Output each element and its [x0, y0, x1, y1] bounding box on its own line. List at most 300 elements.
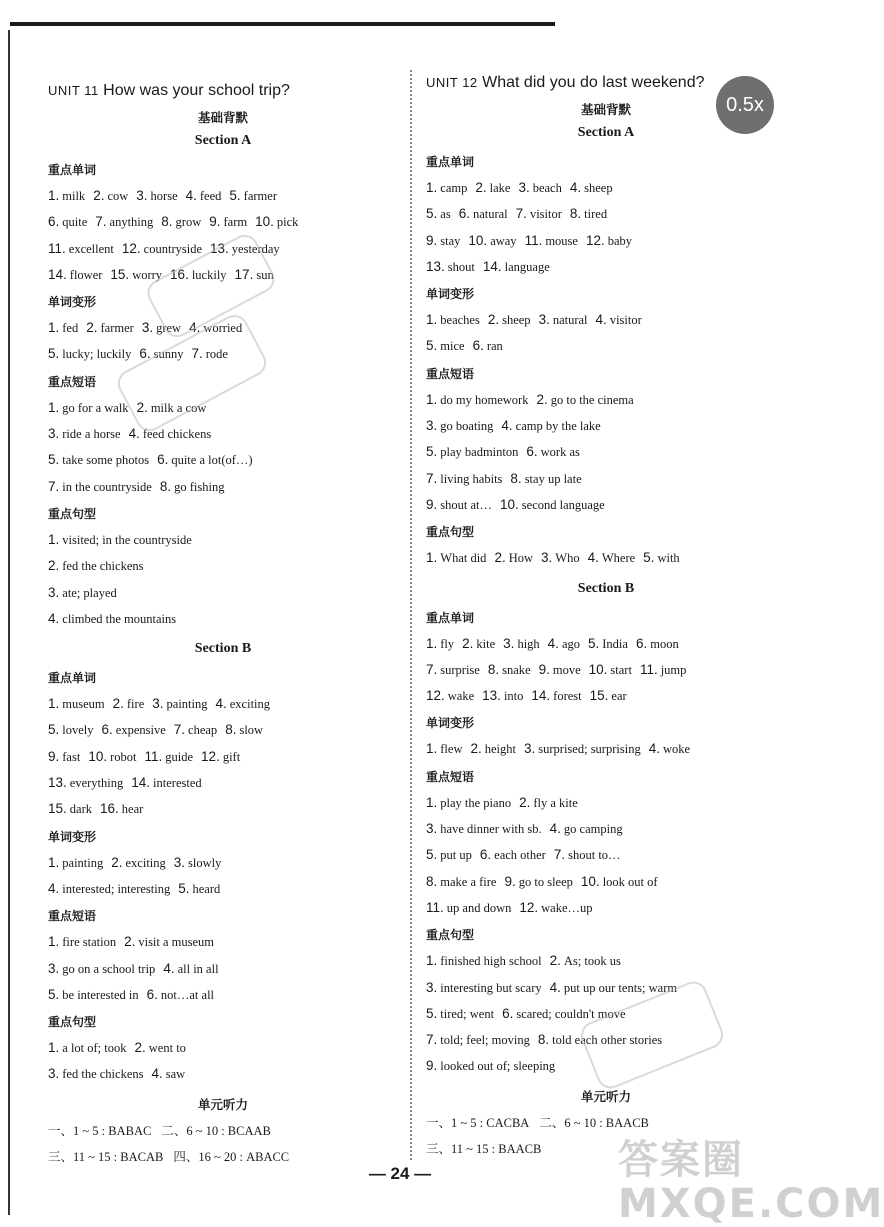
item-number: 13.: [210, 240, 229, 256]
category-label: 单词变形: [426, 287, 475, 302]
item-text: not…at all: [160, 987, 215, 1002]
item-number: 12.: [426, 688, 445, 704]
item-number: 15.: [48, 801, 67, 817]
item-text: as: [440, 207, 451, 222]
answer-line: [426, 442, 786, 468]
answer-item: [48, 559, 143, 573]
answer-item: [596, 313, 642, 327]
answer-line: [426, 978, 786, 1004]
item-number: 1.: [48, 696, 60, 712]
item-text: How: [508, 551, 534, 566]
answer-item: [426, 419, 493, 433]
answer-item: [48, 1041, 127, 1055]
answer-item: [488, 313, 531, 327]
item-text: feed: [199, 189, 222, 203]
item-number: 7.: [191, 346, 203, 362]
item-text: go to the cinema: [550, 392, 634, 407]
item-number: 13.: [426, 258, 445, 274]
listening-heading: 单元听力: [197, 1096, 248, 1112]
item-text: living habits: [440, 471, 503, 486]
answer-item: [48, 962, 155, 976]
section-title: Section B: [577, 580, 635, 596]
item-number: 5.: [588, 635, 600, 651]
item-text: moon: [650, 636, 679, 651]
answer-item: [426, 445, 518, 459]
listening-line: [426, 1113, 786, 1139]
item-number: 5.: [426, 338, 438, 354]
answer-item: [48, 268, 102, 282]
item-number: 4.: [547, 635, 559, 651]
basic-review-heading: 基础背默: [580, 102, 631, 117]
answer-line: [48, 583, 398, 609]
item-text: hear: [121, 802, 144, 817]
answer-line: [48, 720, 398, 746]
unit-heading: What did you do last weekend?: [482, 74, 705, 91]
item-text: countryside: [143, 241, 202, 256]
item-number: 1.: [48, 188, 60, 203]
answer-line: [48, 530, 398, 556]
item-text: As; took us: [563, 954, 621, 969]
answer-line: [48, 879, 398, 905]
item-text: height: [484, 742, 516, 757]
item-number: 10.: [255, 214, 274, 230]
item-number: 1.: [426, 550, 438, 566]
item-number: 2.: [470, 741, 482, 757]
answer-line: [48, 477, 398, 503]
answer-item: [426, 260, 475, 274]
item-text: flower: [69, 267, 103, 282]
item-number: 9.: [426, 496, 438, 512]
listening-line: [48, 1121, 398, 1147]
answer-item: [201, 750, 240, 764]
answer-line: [48, 799, 398, 825]
item-number: 7.: [48, 478, 60, 494]
item-text: anything: [109, 215, 154, 230]
item-text: camp: [440, 181, 468, 195]
answer-line: [48, 398, 398, 424]
answer-item: [147, 988, 214, 1002]
item-number: 4.: [648, 741, 660, 757]
item-number: 8.: [159, 478, 172, 494]
answer-item: [426, 689, 474, 703]
item-text: rode: [205, 347, 228, 362]
unit-11-title: [48, 82, 398, 100]
item-number: 9.: [48, 748, 60, 764]
answer-item: [157, 453, 253, 467]
item-text: ran: [486, 339, 503, 354]
item-text: wake: [447, 689, 475, 704]
item-number: 3.: [426, 418, 438, 434]
section-title: Section B: [194, 641, 252, 657]
item-number: 4.: [151, 1066, 163, 1082]
item-number: 7.: [426, 1032, 438, 1048]
item-number: 7.: [553, 847, 566, 863]
answer-line: [48, 609, 398, 635]
item-text: farmer: [243, 189, 277, 203]
item-number: 2.: [494, 550, 506, 566]
item-number: 8.: [487, 661, 500, 677]
answer-item: [488, 663, 531, 677]
answer-item: [426, 981, 542, 995]
item-number: 2.: [86, 320, 98, 336]
item-number: 5.: [178, 880, 190, 896]
item-text: fire: [126, 697, 145, 712]
top-rule: [10, 22, 555, 26]
item-number: 8.: [225, 722, 237, 738]
item-number: 4.: [595, 312, 607, 328]
answer-item: [255, 215, 298, 229]
item-number: 8.: [569, 206, 582, 222]
item-number: 2.: [536, 391, 548, 407]
item-text: interesting but scary: [440, 980, 542, 995]
item-number: 8.: [537, 1032, 550, 1048]
answer-line: [426, 495, 786, 521]
item-text: saw: [165, 1067, 186, 1082]
answer-line: [426, 686, 786, 712]
item-number: 5.: [426, 444, 438, 460]
answer-item: [525, 234, 578, 248]
item-text: go fishing: [174, 479, 225, 494]
answer-item: [468, 234, 516, 248]
answer-item: [536, 393, 633, 407]
answer-item: [131, 776, 201, 790]
item-text: flew: [440, 742, 463, 757]
answer-item: [48, 1067, 143, 1081]
answer-item: [48, 612, 176, 626]
item-text: dark: [69, 802, 92, 817]
answer-item: [426, 637, 454, 651]
answer-item: [459, 207, 508, 221]
answer-item: [129, 427, 212, 441]
item-number: 9.: [209, 214, 221, 230]
item-number: 4.: [48, 880, 60, 896]
item-number: 14.: [531, 688, 551, 704]
item-text: horse: [150, 189, 178, 203]
answer-line: [48, 959, 398, 985]
item-text: worry: [132, 267, 163, 282]
item-number: 8.: [426, 873, 438, 889]
answer-item: [48, 189, 85, 203]
item-text: surprise: [440, 662, 480, 677]
item-text: fed the chickens: [62, 559, 144, 574]
answer-item: [510, 472, 581, 486]
category-label: 重点句型: [48, 1015, 97, 1030]
item-number: 11.: [524, 232, 543, 248]
answer-item: [426, 1033, 530, 1047]
item-number: 6.: [101, 722, 113, 738]
item-text: up and down: [446, 900, 512, 915]
item-number: 3.: [524, 741, 536, 757]
item-text: cheap: [188, 723, 218, 738]
answer-line: [48, 186, 398, 212]
item-text: Who: [555, 551, 580, 566]
answer-item: [111, 856, 166, 870]
answer-item: [100, 802, 143, 816]
listening-answer: 四、16 ~ 20 : ABACC: [173, 1149, 290, 1164]
item-number: 2.: [93, 188, 105, 203]
item-number: 2.: [48, 558, 60, 574]
item-text: lovely: [62, 723, 94, 738]
answer-item: [516, 207, 562, 221]
category-label: 单词变形: [48, 295, 97, 310]
answer-item: [426, 498, 492, 512]
item-text: heard: [192, 881, 221, 896]
answer-item: [102, 723, 166, 737]
item-number: 13.: [48, 775, 67, 791]
answer-item: [160, 480, 225, 494]
item-text: away: [490, 233, 517, 248]
item-number: 6.: [139, 346, 151, 362]
item-text: fed the chickens: [62, 1067, 144, 1082]
item-text: sun: [256, 267, 274, 282]
item-number: 1.: [426, 180, 438, 195]
item-text: play the piano: [440, 795, 512, 810]
item-text: grew: [156, 321, 182, 336]
category-label: 重点短语: [426, 769, 475, 784]
answer-item: [483, 260, 550, 274]
answer-line: [426, 178, 786, 204]
answer-item: [470, 742, 516, 756]
item-number: 11.: [48, 240, 66, 256]
item-text: finished high school: [440, 954, 542, 969]
answer-item: [426, 1007, 494, 1021]
item-number: 5.: [426, 1005, 438, 1021]
answer-item: [48, 321, 78, 335]
answer-item: [570, 207, 607, 221]
item-number: 1.: [48, 399, 60, 415]
item-text: fast: [62, 749, 81, 764]
item-number: 2.: [136, 399, 148, 415]
answer-item: [48, 453, 149, 467]
item-number: 9.: [538, 661, 550, 677]
item-text: be interested in: [62, 987, 139, 1002]
item-text: into: [503, 689, 524, 704]
item-number: 3.: [48, 584, 60, 600]
item-text: camp by the lake: [515, 419, 601, 434]
answer-line: [426, 257, 786, 283]
answer-item: [426, 339, 465, 353]
item-number: 3.: [48, 1066, 60, 1082]
item-text: India: [602, 636, 628, 651]
item-number: 6.: [458, 206, 470, 222]
answer-line: [426, 845, 786, 871]
item-text: play badminton: [440, 445, 519, 460]
item-number: 4.: [501, 418, 513, 434]
answer-item: [48, 427, 121, 441]
item-number: 5.: [48, 346, 60, 362]
answer-item: [209, 215, 247, 229]
item-number: 2.: [487, 312, 500, 328]
listening-answer: 二、6 ~ 10 : BCAAB: [161, 1123, 271, 1138]
category-label: 重点短语: [48, 909, 97, 924]
answer-item: [426, 848, 472, 862]
item-text: baby: [607, 233, 633, 248]
item-text: fed: [62, 321, 79, 336]
item-number: 2.: [124, 934, 136, 950]
item-number: 6.: [146, 986, 158, 1002]
answer-item: [475, 181, 510, 195]
answer-item: [570, 181, 613, 195]
answer-item: [426, 181, 467, 195]
item-number: 3.: [538, 312, 550, 328]
item-number: 9.: [504, 873, 516, 889]
item-number: 4.: [189, 320, 201, 336]
answer-line: [48, 556, 398, 582]
item-text: lake: [489, 181, 511, 195]
item-text: shout: [447, 259, 475, 274]
item-number: 6.: [526, 444, 538, 460]
item-number: 7.: [426, 661, 438, 677]
item-number: 9.: [426, 1058, 438, 1074]
item-text: visitor: [529, 207, 562, 222]
item-number: 7.: [95, 214, 107, 230]
listening-answer: 一、1 ~ 5 : CACBA: [426, 1115, 530, 1130]
item-number: 12.: [201, 748, 220, 764]
item-text: everything: [69, 776, 124, 791]
answer-item: [640, 663, 686, 677]
item-text: wake…up: [541, 900, 593, 915]
answer-item: [554, 848, 621, 862]
item-number: 6.: [502, 1005, 514, 1021]
item-text: in the countryside: [62, 479, 152, 494]
answer-item: [426, 901, 511, 915]
item-text: look out of: [602, 874, 658, 889]
item-number: 2.: [111, 854, 123, 870]
item-text: go for a walk: [62, 400, 129, 415]
item-text: milk a cow: [150, 400, 207, 415]
item-number: 6.: [48, 214, 60, 230]
item-text: went to: [148, 1041, 186, 1056]
item-number: 6.: [635, 635, 648, 651]
item-text: farmer: [100, 321, 134, 336]
item-text: go on a school trip: [62, 961, 156, 976]
answer-item: [48, 242, 114, 256]
item-text: robot: [110, 749, 137, 764]
answer-item: [48, 347, 131, 361]
answer-item: [541, 551, 580, 565]
answer-item: [531, 689, 581, 703]
answer-item: [501, 419, 600, 433]
answer-item: [215, 697, 270, 711]
answer-item: [48, 215, 87, 229]
item-number: 5.: [643, 550, 655, 566]
item-number: 5.: [426, 206, 438, 222]
item-text: shout to…: [568, 848, 621, 863]
item-number: 1.: [48, 1040, 60, 1056]
answer-item: [473, 339, 503, 353]
answer-item: [426, 234, 460, 248]
answer-item: [524, 742, 641, 756]
answer-line: [426, 390, 786, 416]
answer-item: [550, 822, 623, 836]
item-number: 4.: [163, 960, 175, 976]
item-number: 5.: [426, 847, 438, 863]
answer-item: [161, 215, 201, 229]
item-number: 1.: [426, 635, 438, 651]
answer-item: [504, 875, 572, 889]
item-text: kite: [476, 636, 496, 651]
item-text: woke: [662, 742, 691, 757]
item-number: 12.: [585, 232, 605, 248]
item-number: 12.: [519, 899, 539, 915]
item-text: all in all: [177, 961, 219, 976]
item-number: 4.: [185, 188, 197, 203]
item-text: quite: [62, 215, 88, 230]
item-text: painting: [166, 697, 208, 712]
item-number: 3.: [48, 426, 60, 442]
listening-answer: 三、11 ~ 15 : BACAB: [48, 1149, 164, 1164]
answer-line: [426, 469, 786, 495]
unit-heading: How was your school trip?: [103, 82, 290, 99]
section-title: Section A: [577, 125, 635, 140]
answer-line: [48, 212, 398, 238]
item-text: exciting: [229, 697, 271, 712]
item-number: 16.: [100, 801, 119, 817]
item-text: with: [657, 551, 680, 566]
item-number: 3.: [518, 180, 530, 195]
answer-item: [426, 875, 496, 889]
answer-item: [548, 637, 580, 651]
answer-line: [48, 424, 398, 450]
answer-item: [48, 480, 152, 494]
item-number: 3.: [173, 854, 186, 870]
answer-line: [426, 819, 786, 845]
answer-item: [643, 551, 680, 565]
answer-line: [426, 739, 786, 765]
item-number: 3.: [541, 550, 553, 566]
item-text: slowly: [188, 855, 222, 870]
item-number: 3.: [503, 635, 515, 651]
category-label: 单词变形: [426, 716, 475, 731]
item-number: 2.: [519, 794, 531, 810]
item-number: 2.: [134, 1040, 146, 1056]
item-number: 15.: [589, 688, 609, 704]
playback-speed-button[interactable]: 0.5x: [716, 76, 774, 134]
item-number: 14.: [48, 266, 67, 282]
item-number: 7.: [173, 722, 186, 738]
item-number: 10.: [468, 232, 488, 248]
answer-item: [86, 321, 134, 335]
item-number: 17.: [234, 266, 254, 282]
answer-line: [48, 1064, 398, 1090]
item-text: quite a lot(of…): [171, 453, 253, 468]
answer-line: [48, 773, 398, 799]
item-text: tired: [584, 207, 608, 222]
answer-item: [48, 882, 170, 896]
item-text: fire station: [62, 935, 117, 950]
item-number: 10.: [580, 873, 600, 889]
item-text: make a fire: [440, 874, 497, 889]
item-text: do my homework: [440, 392, 529, 407]
item-text: stay up late: [524, 471, 582, 486]
item-text: take some photos: [62, 453, 150, 468]
item-text: museum: [62, 697, 105, 712]
item-text: Where: [601, 551, 636, 566]
item-number: 4.: [48, 610, 60, 626]
answer-line: [426, 872, 786, 898]
item-number: 2.: [112, 696, 124, 712]
answer-item: [636, 637, 679, 651]
item-number: 14.: [131, 775, 151, 791]
item-number: 11.: [639, 661, 658, 677]
item-text: forest: [553, 689, 582, 704]
item-text: natural: [552, 313, 588, 328]
item-text: expensive: [115, 723, 166, 738]
item-text: start: [610, 662, 632, 677]
item-text: shout at…: [440, 497, 492, 512]
item-text: beach: [532, 181, 562, 195]
answer-item: [588, 637, 628, 651]
